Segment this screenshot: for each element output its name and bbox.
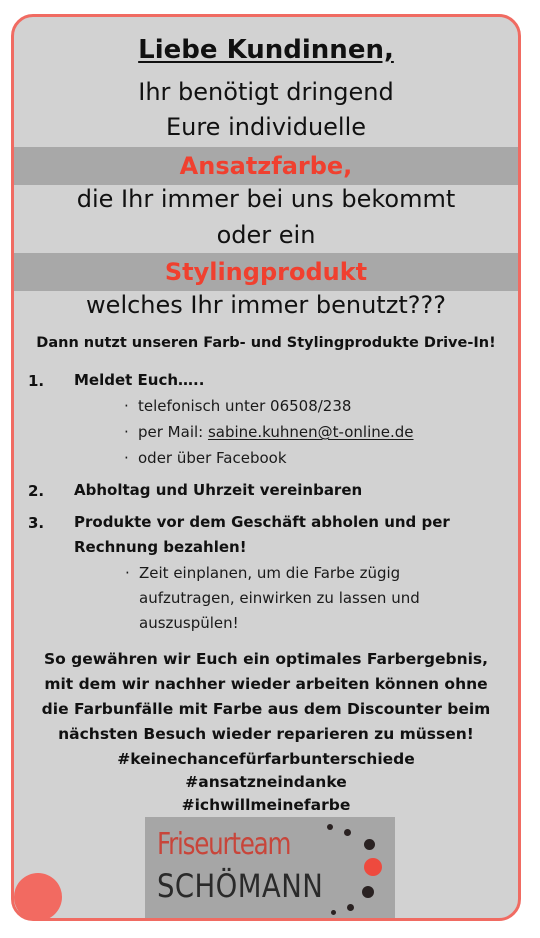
logo-text-friseurteam: Friseurteam: [157, 827, 291, 862]
intro-line-2: Eure individuelle: [165, 113, 367, 141]
intro-line-5: welches Ihr immer benutzt???: [86, 291, 446, 319]
logo-dot-icon: [327, 824, 333, 830]
highlight-band-stylingprodukt: [14, 253, 518, 291]
greeting-heading: Liebe Kundinnen,: [138, 35, 394, 65]
intro-line-4: oder ein: [216, 221, 316, 249]
logo-dot-icon: [364, 839, 375, 850]
step-1-bullet-mail: · per Mail: sabine.kuhnen@t-online.de: [124, 420, 414, 444]
salon-logo: [145, 817, 395, 919]
corner-circle-icon: [14, 873, 62, 921]
step-3-text-line-1: Produkte vor dem Geschäft abholen und per: [74, 513, 450, 531]
closing-line-2: mit dem wir nachher wieder arbeiten können ohne: [44, 675, 488, 693]
closing-line-3: die Farbunfälle mit Farbe aus dem Discounter beim: [41, 700, 491, 718]
step-3-bullet-line-2: aufzutragen, einwirken zu lassen und: [139, 589, 420, 607]
bullet-dot-icon: ·: [124, 423, 129, 441]
bullet-dot-icon: ·: [124, 397, 129, 415]
step-1-number: 1.: [28, 372, 45, 390]
logo-dot-icon: [347, 904, 354, 911]
intro-line-1: Ihr benötigt dringend: [138, 78, 394, 106]
closing-line-4: nächsten Besuch wieder reparieren zu müssen!: [58, 725, 474, 743]
step-2-text: Abholtag und Uhrzeit vereinbaren: [74, 481, 363, 499]
logo-dot-icon: [331, 910, 336, 915]
logo-dot-icon: [362, 886, 374, 898]
step-1-bullet-facebook: · oder über Facebook: [124, 446, 287, 470]
highlight-band-ansatzfarbe: [14, 147, 518, 185]
step-2-number: 2.: [28, 482, 45, 500]
bullet-dot-icon: ·: [124, 449, 129, 467]
step-3-text-line-2: Rechnung bezahlen!: [74, 538, 247, 556]
hashtag-1: #keinechancefürfarbunterschiede: [117, 750, 415, 768]
step-1-bullet-phone: · telefonisch unter 06508/238: [124, 394, 351, 418]
highlight-stylingprodukt: Stylingprodukt: [164, 258, 368, 286]
bullet-dot-icon: ·: [125, 564, 130, 582]
step-3-number: 3.: [28, 514, 45, 532]
hashtag-3: #ichwillmeinefarbe: [181, 796, 351, 814]
hashtag-2: #ansatzneindanke: [185, 773, 347, 791]
step-3-bullet-line-1: · Zeit einplanen, um die Farbe zügig: [125, 561, 400, 585]
closing-line-1: So gewähren wir Euch ein optimales Farbergebnis,: [43, 650, 489, 668]
drive-in-heading: Dann nutzt unseren Farb- und Stylingprodukte Drive-In!: [36, 335, 496, 351]
logo-text-schoemann: SCHÖMANN: [157, 867, 324, 905]
highlight-ansatzfarbe: Ansatzfarbe,: [179, 152, 353, 180]
logo-dot-icon: [344, 829, 351, 836]
flyer-card: [11, 14, 521, 921]
logo-red-dot-icon: [364, 858, 382, 876]
email-link[interactable]: sabine.kuhnen@t-online.de: [207, 423, 414, 441]
intro-line-3: die Ihr immer bei uns bekommt: [76, 185, 456, 213]
step-1-text: Meldet Euch…..: [74, 371, 205, 389]
step-3-bullet-line-3: auszuspülen!: [139, 614, 239, 632]
